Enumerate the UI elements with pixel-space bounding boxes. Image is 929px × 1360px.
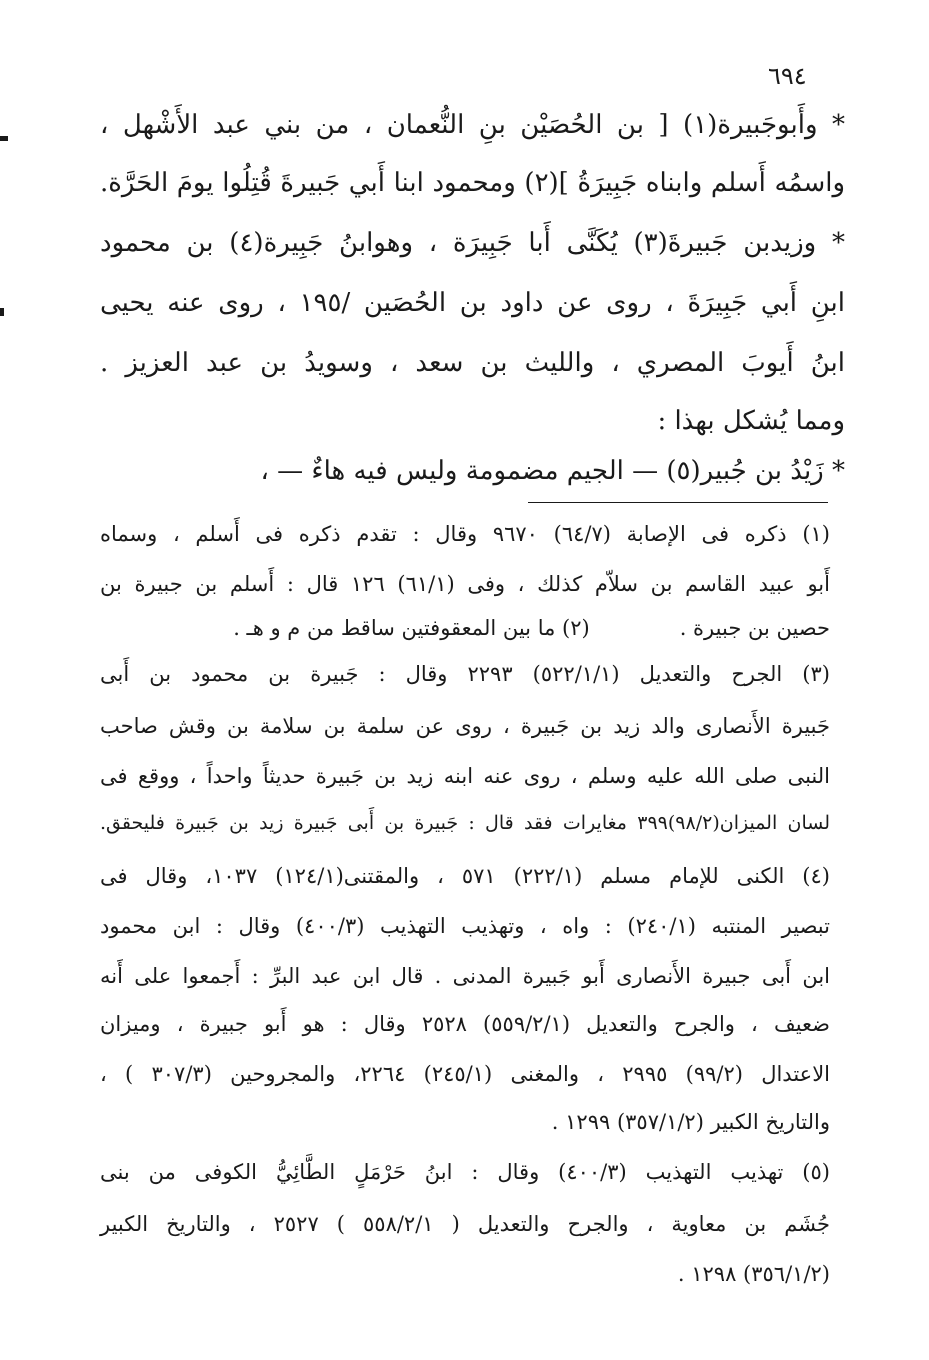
footnote-line	[100, 616, 830, 640]
footnote-1-end: حصين بن جبيرة .	[679, 616, 830, 640]
footnote-line: جَبيرة الأَنصارى والد زيد بن جَبيرة ، روى عن سلمة بن سلامة بن وقش صاحب	[100, 714, 830, 738]
margin-mark	[0, 136, 8, 141]
footnote-line: لسان الميزان(٩٨/٢)٣٩٩ مغايرات فقد قال : جَبيرة بن أَبى جَبيرة زيد بن جَبيرة فليحقق.	[100, 812, 830, 834]
footnote-line: أَبو عبيد القاسم بن سلاّم كذلك ، وفى (٦١/١) ١٢٦ قال : أَسلم بن جبيرة بن	[100, 572, 830, 596]
footnote-line: (٥) تهذيب التهذيب (٤٠٠/٣) وقال : ابنُ حَرْمَلٍ الطَّائِيُّ الكوفى من بنى	[100, 1160, 830, 1184]
footnote-line: ضعيف ، والجرح والتعديل (٥٥٩/٢/١) ٢٥٢٨ وقال : هو أَبو جبيرة ، وميزان	[100, 1012, 830, 1036]
main-line: * وزيدبن جَبيرةَ(٣) يُكَنَّى أَبا جَبِيرَة ، وهوابنُ جَبِيرة(٤) بن محمود	[100, 228, 845, 258]
main-line: * زَيْدُ بن جُبير(٥) — الجيم مضمومة وليس فيه هاءٌ — ،	[260, 456, 845, 486]
footnote-2: (٢) ما بين المعقوفتين ساقط من م و هـ .	[233, 616, 590, 640]
main-line: ابنُ أَيوبَ المصري ، والليث بن سعد ، وسويدُ بن عبد العزيز .	[100, 348, 845, 378]
margin-mark	[0, 308, 4, 316]
footnote-line: ابن أَبى جبيرة الأَنصارى أَبو جَبيرة المدنى . قال ابن عبد البرِّ : أَجمعوا على أَنه	[100, 964, 830, 988]
footnote-line: (١) ذكره فى الإصابة (٦٤/٧) ٩٦٧٠ وقال : تقدم ذكره فى أَسلم ، وسماه	[100, 522, 830, 546]
footnote-line: تبصير المنتبه (٢٤٠/١) : واه ، وتهذيب التهذيب (٤٠٠/٣) وقال : ابن محمود	[100, 914, 830, 938]
footnote-line: (٣٥٦/١/٢) ١٢٩٨ .	[677, 1262, 830, 1286]
footnote-line: جُشَم بن معاوية ، والجرح والتعديل ( ٥٥٨/٢/١ ) ٢٥٢٧ ، والتاريخ الكبير	[100, 1212, 830, 1236]
main-line: ابنِ أَبي جَبِيرَةَ ، روى عن داود بن الحُصَين /١٩٥ ، روى عنه يحيى	[100, 288, 845, 318]
footnote-line: النبى صلى الله عليه وسلم ، روى عنه ابنه زيد بن جَبيرة حديثاً واحداً ، ووقع فى	[100, 764, 830, 788]
page-number: ٦٩٤	[768, 62, 807, 90]
footnote-separator	[528, 502, 828, 503]
main-line: ومما يُشكل بهذا :	[657, 406, 845, 436]
footnote-line: والتاريخ الكبير (٣٥٧/١/٢) ١٢٩٩ .	[551, 1110, 830, 1134]
main-line: * وأَبوجَبيرة(١) [ بن الحُصَيْن بنِ النُّعمان ، من بني عبد الأَشْهل ،	[100, 110, 845, 140]
footnote-line: (٣) الجرح والتعديل (٥٢٢/١/١) ٢٢٩٣ وقال : جَبيرة بن محمود بن أَبى	[100, 662, 830, 686]
main-line: واسمُه أَسلم وابناه جَبِيرَةُ ](٢) ومحمود ابنا أَبي جَبيرةَ قُتِلُوا يومَ الحَرَّة.	[100, 168, 846, 198]
footnote-line: (٤) الكنى للإمام مسلم (٢٢٢/١) ٥٧١ ، والمقتنى(١٢٤/١) ١٠٣٧، وقال فى	[100, 864, 830, 888]
footnote-line: الاعتدال (٩٩/٢) ٢٩٩٥ ، والمغنى (٢٤٥/١) ٢٢٦٤، والمجروحين (٣٠٧/٣ ) ،	[100, 1062, 831, 1086]
